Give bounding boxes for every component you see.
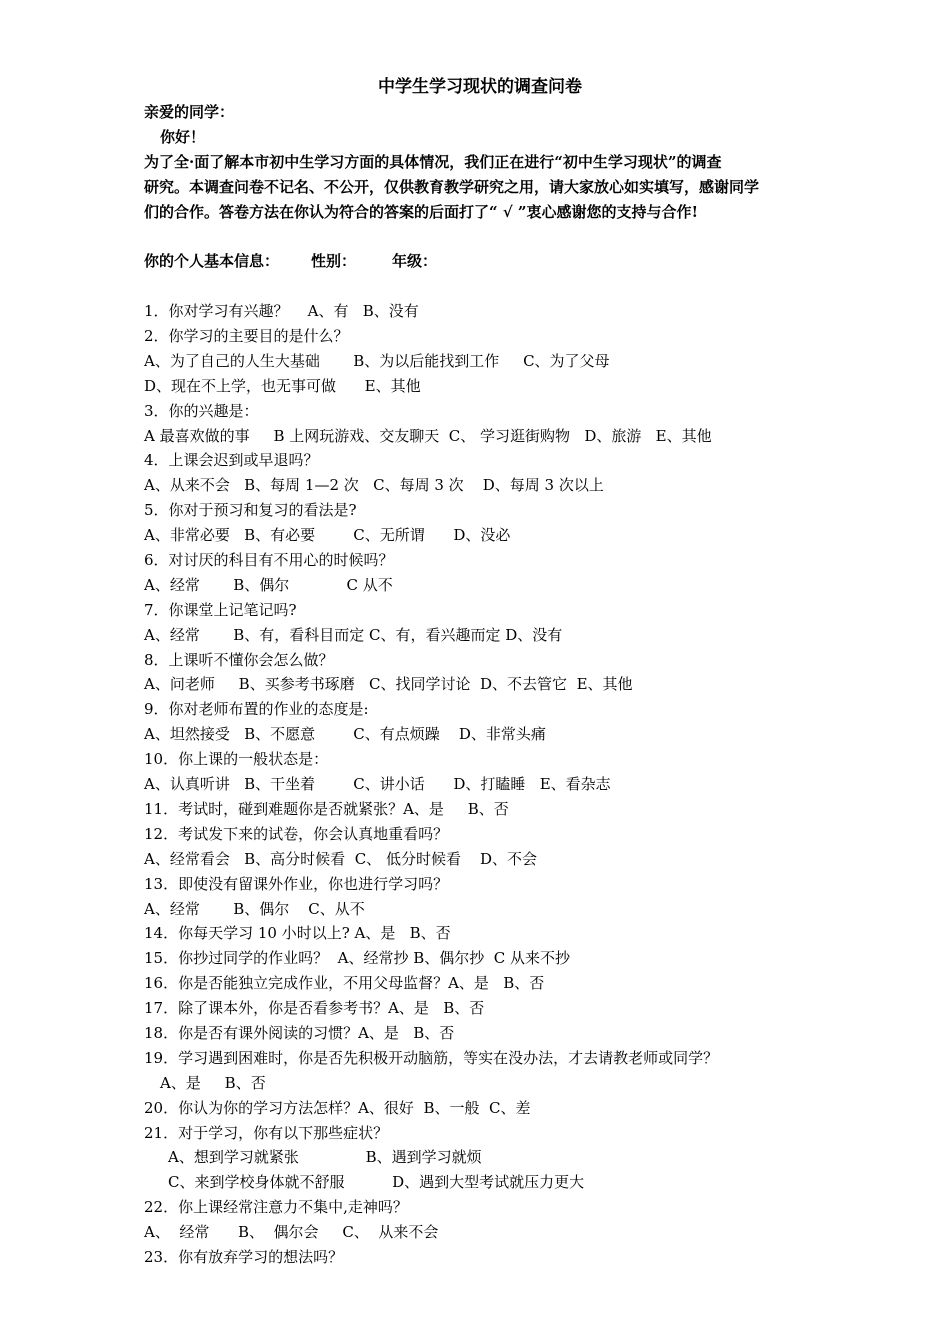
question-line: A、经常 B、偶尔 C 从不	[144, 575, 393, 594]
question-line: 17．除了课本外，你是否看参考书？A、是 B、否	[144, 999, 485, 1018]
intro-line: 研究。本调查问卷不记名、不公开，仅供教育教学研究之用，请大家放心如实填写，感谢同学	[144, 177, 760, 196]
question-option-line: A、是 B、否	[160, 1073, 266, 1092]
question-line: A、坦然接受 B、不愿意 C、有点烦躁 D、非常头痛	[144, 725, 546, 744]
question-line: 13．即使没有留课外作业，你也进行学习吗？	[144, 874, 449, 893]
question-line: 10．你上课的一般状态是：	[144, 750, 329, 769]
question-option-line: A、想到学习就紧张 B、遇到学习就烦	[168, 1148, 482, 1167]
grade-field-label: 年级：	[392, 252, 438, 271]
intro-paragraph	[144, 150, 824, 225]
basic-info-line	[144, 249, 824, 274]
gender-field-label: 性别：	[311, 252, 357, 271]
question-line: 22．你上课经常注意力不集中,走神吗？	[144, 1198, 408, 1217]
question-line: 7．你课堂上记笔记吗?	[144, 600, 297, 619]
question-line: 18．你是否有课外阅读的习惯？A、是 B、否	[144, 1023, 455, 1042]
question-line: A、经常 B、偶尔 C、从不	[144, 899, 365, 918]
question-line: A、从来不会 B、每周 1—2 次 C、每周 3 次 D、每周 3 次以上	[144, 476, 604, 495]
question-line: 19．学习遇到困难时，你是否先积极开动脑筋，等实在没办法，才去请教老师或同学？	[144, 1048, 719, 1067]
question-line: 4．上课会迟到或早退吗？	[144, 451, 319, 470]
question-line: 15．你抄过同学的作业吗？ A、经常抄 B、偶尔抄 C 从来不抄	[144, 949, 571, 968]
intro-line: 们的合作。答卷方法在你认为符合的答案的后面打了“ √ ”衷心感谢您的支持与合作!	[144, 202, 699, 221]
question-line: 12．考试发下来的试卷，你会认真地重看吗？	[144, 824, 449, 843]
hello-text: 你好！	[160, 127, 206, 146]
question-line: A、经常看会 B、高分时候看 C、 低分时候看 D、不会	[144, 849, 538, 868]
question-line: A、为了自己的人生大基础 B、为以后能找到工作 C、为了父母	[144, 351, 610, 370]
question-list	[144, 1096, 824, 1146]
question-line: 21．对于学习，你有以下那些症状？	[144, 1123, 389, 1142]
question-line: 3．你的兴趣是：	[144, 401, 259, 420]
intro-line: 为了全·面了解本市初中生学习方面的具体情况，我们正在进行“初中生学习现状”的调查	[144, 152, 722, 171]
page-title: 中学生学习现状的调查问卷	[378, 77, 582, 97]
question-line: A 最喜欢做的事 B 上网玩游戏、交友聊天 C、 学习逛街购物 D、旅游 E、其他	[144, 426, 712, 445]
question-line: D、现在不上学，也无事可做 E、其他	[144, 376, 421, 395]
spacer	[144, 274, 824, 299]
question-line: A、 经常 B、 偶尔会 C、 从来不会	[144, 1223, 439, 1242]
question-line: 20．你认为你的学习方法怎样？A、很好 B、一般 C、差	[144, 1098, 531, 1117]
spacer	[144, 224, 824, 249]
question-list	[144, 1195, 824, 1270]
question-option-line: C、来到学校身体就不舒服 D、遇到大型考试就压力更大	[168, 1173, 585, 1192]
question-line: 2．你学习的主要目的是什么？	[144, 327, 349, 346]
greeting: 亲爱的同学：	[144, 103, 235, 121]
question-line: 1．你对学习有兴趣？ A、有 B、没有	[144, 302, 419, 321]
question-line: 11．考试时，碰到难题你是否就紧张？A、是 B、否	[144, 799, 509, 818]
question-line: 8．上课听不懂你会怎么做？	[144, 650, 334, 669]
question-line: A、非常必要 B、有必要 C、无所谓 D、没必	[144, 526, 511, 545]
question-line: 9．你对老师布置的作业的态度是:	[144, 700, 369, 719]
question-line: 5．你对于预习和复习的看法是?	[144, 501, 357, 520]
basic-info-label: 你的个人基本信息：	[144, 252, 280, 271]
question-line: A、认真听讲 B、干坐着 C、讲小话 D、打瞌睡 E、看杂志	[144, 775, 611, 794]
question-line: A、问老师 B、买参考书琢磨 C、找同学讨论 D、不去管它 E、其他	[144, 675, 633, 694]
question-line: 16．你是否能独立完成作业，不用父母监督？A、是 B、否	[144, 974, 545, 993]
question-line: 14．你每天学习 10 小时以上? A、是 B、否	[144, 924, 451, 943]
question-line: A、经常 B、有，看科目而定 C、有，看兴趣而定 D、没有	[144, 625, 563, 644]
question-list	[144, 299, 824, 1071]
question-line: 23．你有放弃学习的想法吗？	[144, 1247, 344, 1266]
questionnaire-page	[144, 74, 824, 1270]
question-line: 6．对讨厌的科目有不用心的时候吗？	[144, 551, 394, 570]
